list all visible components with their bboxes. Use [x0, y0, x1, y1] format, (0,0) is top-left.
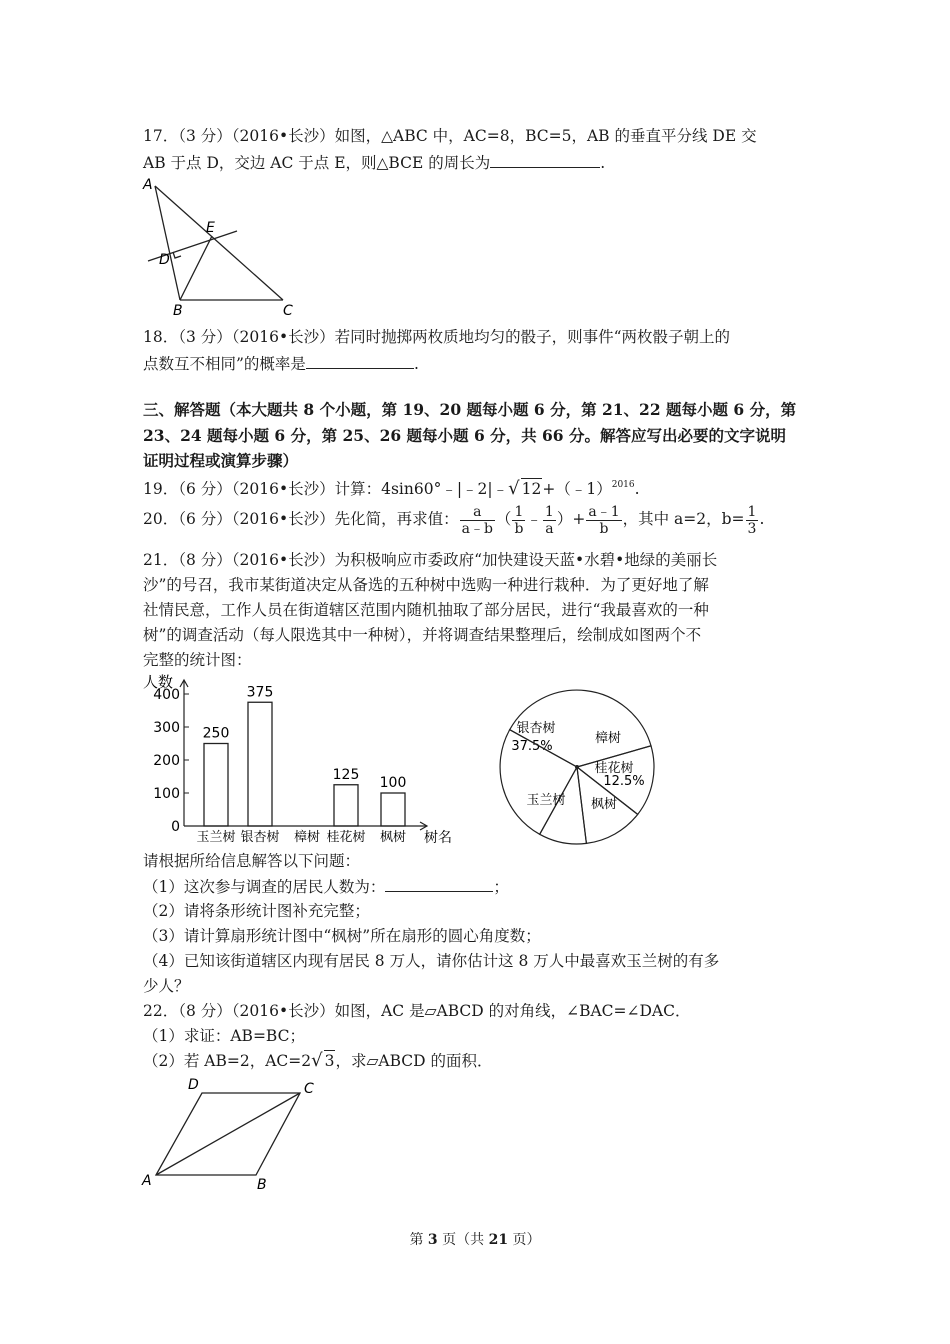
footer-text: 页）	[508, 1232, 541, 1248]
bar-chart-ytick: 100	[153, 786, 180, 802]
bar-chart-ytick: 200	[153, 753, 180, 769]
q21-line4: 树”的调查活动（每人限选其中一种树），并将调查结果整理后，绘制成如图两个不	[143, 626, 702, 644]
bar-value-label: 250	[202, 725, 230, 742]
page-footer	[0, 1229, 950, 1249]
bar-category-label: 银杏树	[240, 830, 280, 845]
q22-label-b: B	[257, 1177, 267, 1193]
bar-category-label: 樟树	[293, 830, 321, 845]
q22-radicand: 3	[324, 1052, 335, 1070]
section3-line2: 23、24 题每小题 6 分，第 25、26 题每小题 6 分，共 66 分。解答应写出必要的文字说明	[143, 426, 786, 445]
pie-slice-label: 玉兰树	[526, 793, 566, 808]
pie-slice-label: 桂花树	[594, 761, 634, 776]
q19-period: .	[634, 480, 640, 498]
q22-label-c: C	[304, 1081, 314, 1097]
q17-line1: 17．（3 分）（2016•长沙）如图，△ABC 中，AC=8，BC=5，AB 的垂直平分线 DE 交	[143, 127, 757, 145]
fraction-denominator: b	[599, 520, 609, 537]
q19-line	[143, 475, 640, 499]
fraction-denominator: a﹣b	[461, 520, 493, 537]
q20-text: 20．（6 分）（2016•长沙）先化简，再求值：	[143, 510, 459, 528]
q17-answer-blank	[490, 152, 600, 168]
bar-category-label: 枫树	[379, 830, 407, 845]
q20-fraction-3	[543, 504, 556, 537]
q20-minus: ﹣	[526, 510, 542, 528]
q21-part3: （3）请计算扇形统计图中“枫树”所在扇形的圆心角度数；	[143, 927, 541, 945]
q17-label-c: C	[283, 303, 293, 319]
q20-close-paren: ）+	[556, 510, 586, 528]
footer-text: 第	[409, 1232, 428, 1248]
q21-part4-line1: （4）已知该街道辖区内现有居民 8 万人，请你估计这 8 万人中最喜欢玉兰树的有多	[143, 952, 720, 970]
q20-open-paren: （	[495, 510, 512, 528]
q22-part2-end: ，求▱ABCD 的面积．	[335, 1052, 493, 1070]
q18-line1: 18．（3 分）（2016•长沙）若同时抛掷两枚质地均匀的骰子，则事件“两枚骰子朝上的	[143, 328, 731, 346]
q19-radicand: 12	[521, 480, 542, 498]
q21-line5: 完整的统计图：	[143, 651, 252, 669]
bar	[381, 793, 405, 826]
footer-page-number: 3	[427, 1232, 438, 1248]
bar-value-label: 100	[379, 775, 407, 791]
q17-period: .	[600, 154, 606, 172]
q18-line2	[143, 353, 419, 374]
fraction-numerator: a	[460, 504, 495, 521]
q20-period: .	[759, 510, 765, 528]
bar-chart	[140, 670, 460, 850]
q20-fraction-2	[512, 504, 525, 537]
q17-triangle-figure	[140, 176, 310, 321]
bar-category-label: 桂花树	[326, 830, 366, 845]
q21-part2: （2）请将条形统计图补充完整；	[143, 902, 370, 920]
q21-line1: 21．（8 分）（2016•长沙）为积极响应市委政府“加快建设天蓝•水碧•地绿的美丽长	[143, 551, 718, 569]
bar-chart-xlabel: 树名	[424, 830, 452, 846]
q19-exponent: 2016	[611, 480, 635, 490]
q19-mid: +（﹣1）	[542, 480, 612, 498]
bar	[334, 785, 358, 826]
q17-line2	[143, 152, 605, 173]
bar-category-label: 玉兰树	[196, 830, 236, 845]
fraction-numerator: 1	[544, 503, 554, 520]
pie-center-dot	[575, 765, 579, 769]
bar	[248, 702, 272, 826]
sqrt-icon: √	[508, 478, 520, 499]
sqrt-icon: √	[311, 1050, 323, 1071]
bar	[204, 744, 228, 827]
bar-chart-ylabel: 人数	[143, 673, 174, 691]
q17-label-b: B	[173, 303, 183, 319]
pie-slice-percent: 12.5%	[603, 774, 645, 789]
footer-total-pages: 21	[488, 1232, 509, 1248]
q21-answer-blank	[385, 876, 493, 892]
fraction-denominator: 3	[747, 520, 757, 537]
fraction-numerator: 1	[512, 504, 525, 521]
fraction-numerator: 1	[747, 503, 757, 520]
fraction-denominator: a	[545, 520, 554, 537]
q21-line2: 沙”的号召，我市某街道决定从备选的五种树中选购一种进行栽种．为了更好地了解	[143, 576, 709, 594]
q22-line1: 22．（8 分）（2016•长沙）如图，AC 是▱ABCD 的对角线，∠BAC=∠DAC．	[143, 1002, 691, 1020]
bar-chart-axes	[180, 680, 427, 830]
q22-part2-text: （2）若 AB=2，AC=2	[143, 1052, 312, 1070]
footer-text: 页（共	[437, 1232, 489, 1248]
q22-parallelogram-figure	[140, 1075, 330, 1195]
q17-label-a: A	[143, 177, 153, 193]
q19-text: 19．（6 分）（2016•长沙）计算：4sin60°﹣|﹣2|﹣	[143, 480, 509, 498]
q21-after: 请根据所给信息解答以下问题：	[143, 852, 361, 870]
q22-label-d: D	[188, 1077, 199, 1093]
q21-line3: 社情民意，工作人员在街道辖区范围内随机抽取了部分居民，进行“我最喜欢的一种	[143, 601, 709, 619]
bar-value-label: 125	[332, 766, 360, 783]
bar-value-label: 375	[246, 684, 274, 701]
pie-slice-label: 枫树	[590, 797, 618, 812]
q21-part1-end: ；	[493, 878, 509, 896]
q17-text: AB 于点 D，交边 AC 于点 E，则△BCE 的周长为	[143, 154, 491, 172]
q20-condition: ，其中 a=2，b=	[622, 510, 745, 528]
q17-label-d: D	[159, 252, 170, 268]
q20-fraction-1	[460, 504, 495, 537]
q18-text: 点数互不相同”的概率是	[143, 355, 306, 373]
fraction-numerator: a﹣1	[588, 503, 620, 520]
q21-part1-text: （1）这次参与调查的居民人数为：	[143, 878, 386, 896]
q18-answer-blank	[306, 353, 414, 369]
q17-label-e: E	[206, 220, 215, 236]
pie-slice-percent: 37.5%	[511, 739, 553, 754]
q21-part4-line2: 少人？	[143, 977, 190, 995]
bar-chart-ytick: 0	[171, 819, 180, 835]
section3-line1: 三、解答题（本大题共 8 个小题，第 19、20 题每小题 6 分，第 21、22 题每小题 6 分，第	[143, 400, 797, 419]
q20-line	[143, 502, 764, 537]
q20-fraction-5	[746, 504, 759, 537]
q21-part1	[143, 876, 509, 897]
q18-period: .	[413, 355, 419, 373]
section3-line3: 证明过程或演算步骤）	[143, 451, 299, 470]
q20-fraction-4	[586, 504, 621, 537]
q22-label-a: A	[142, 1173, 152, 1189]
q22-part1: （1）求证：AB=BC；	[143, 1027, 305, 1045]
pie-slice-label: 银杏树	[516, 721, 556, 736]
pie-chart	[492, 682, 662, 852]
q22-part2	[143, 1050, 493, 1071]
bar-chart-ytick: 300	[153, 720, 180, 736]
bar-chart-ytick: 400	[153, 687, 180, 703]
pie-slice-label: 樟树	[594, 731, 622, 746]
fraction-denominator: b	[514, 520, 524, 537]
